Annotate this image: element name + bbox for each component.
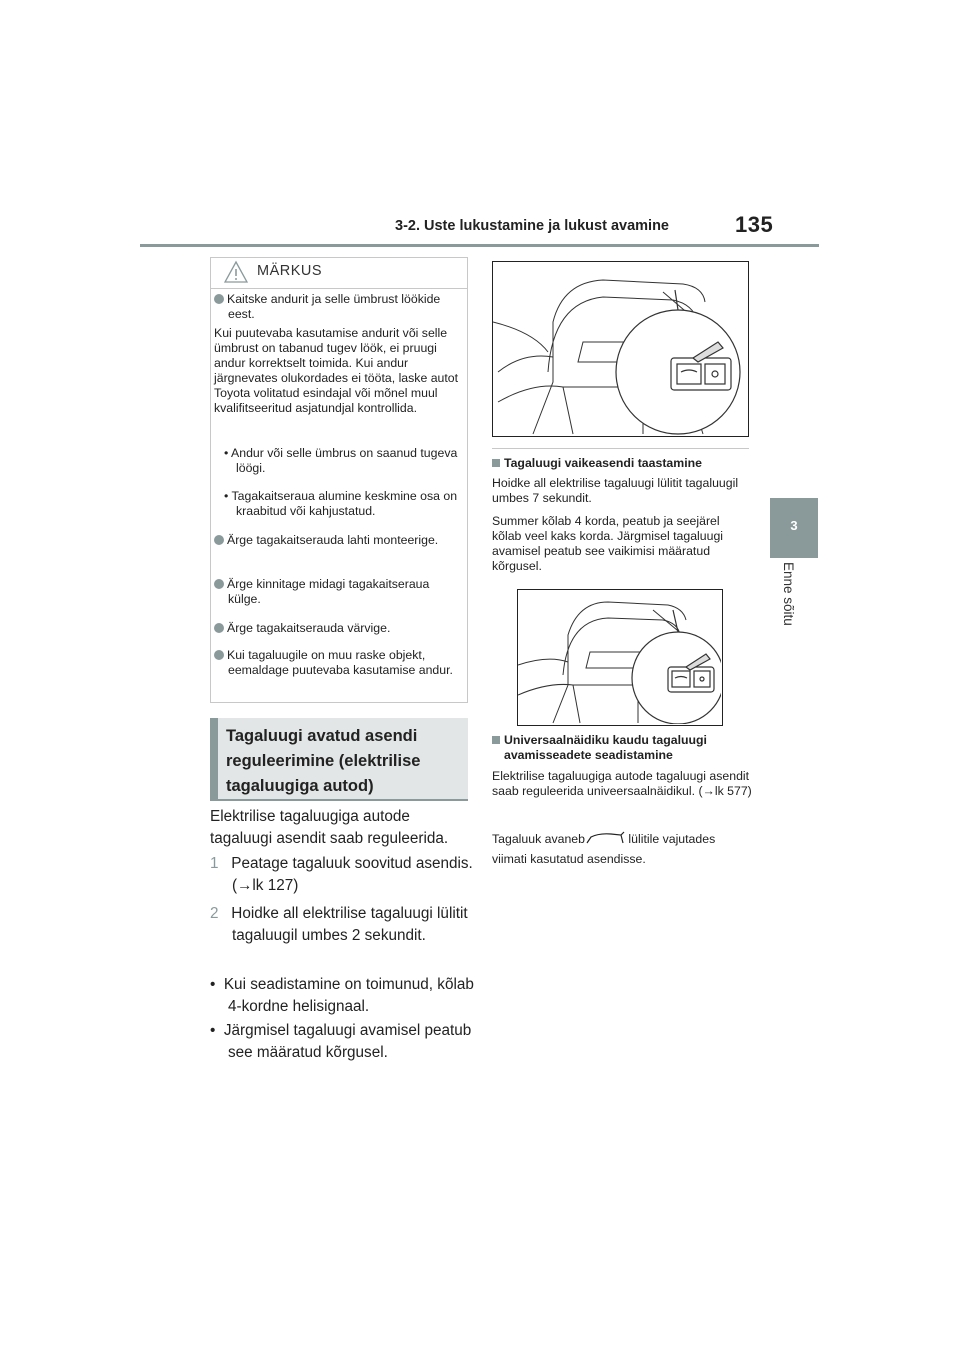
- bullet-dot-icon: [214, 294, 224, 304]
- header-rule: [140, 244, 819, 247]
- universal-heading: Universaalnäidiku kaudu tagaluugi avamisseadete seadistamine: [492, 733, 752, 763]
- bullet-item: • Kui seadistamine on toimunud, kõlab 4-kordne helisignaal.: [210, 976, 474, 1015]
- square-bullet-icon: [492, 736, 500, 744]
- heading-underline: [210, 799, 468, 801]
- notice-item: Ärge kinnitage midagi tagakaitseraua külge.: [214, 577, 462, 607]
- step-item: 2 Hoidke all elektrilise tagaluugi lülitit tagaluugil umbes 2 sekundit.: [210, 905, 468, 944]
- page-number: 135: [735, 212, 774, 237]
- notice-subitem: • Andur või selle ümbrus on saanud tugeva löögi.: [224, 446, 458, 475]
- warning-icon: [224, 260, 248, 284]
- notice-item: Ärge tagakaitserauda lahti monteerige.: [214, 533, 462, 548]
- section-intro: Elektrilise tagaluugiga autode tagaluugi asendit saab reguleerida.: [210, 808, 449, 847]
- reset-paragraph-1: Hoidke all elektrilise tagaluugi lülitit tagaluugil umbes 7 sekundit.: [492, 476, 739, 505]
- bullet-item: • Järgmisel tagaluugi avamisel peatub see määratud kõrgusel.: [210, 1022, 472, 1061]
- square-bullet-icon: [492, 459, 500, 467]
- notice-item: Kaitske andurit ja selle ümbrust löökide eest.: [214, 292, 462, 322]
- notice-title: MÄRKUS: [257, 263, 323, 279]
- bullet-dot-icon: [214, 579, 224, 589]
- reset-paragraph-2: Summer kõlab 4 korda, peatub ja seejärel kõlab veel kaks korda. Järgmisel tagaluugi avamisel peatub see vaikimisi määratud kõrgusel.: [492, 514, 724, 573]
- universal-paragraph-2: Tagaluuk avaneb lülitile vajutades viimati kasutatud asendisse.: [492, 832, 716, 866]
- bullet-dot-icon: [214, 535, 224, 545]
- tailgate-illustration: [493, 262, 747, 435]
- notice-subitem: • Tagakaitseraua alumine keskmine osa on kraabitud või kahjustatud.: [224, 489, 458, 518]
- bullet-dot-icon: [214, 650, 224, 660]
- section-heading: Tagaluugi avatud asendi reguleerimine (elektrilise tagaluugiga autod): [226, 727, 421, 795]
- heading-accent-bar: [210, 718, 218, 800]
- tailgate-car-icon: [585, 831, 625, 845]
- step-item: 1 Peatage tagaluuk soovitud asendis. (→lk 127): [210, 855, 473, 894]
- tailgate-switch-figure-1: [492, 261, 749, 437]
- notice-box: [210, 257, 468, 703]
- right-divider: [492, 448, 749, 449]
- reset-heading: Tagaluugi vaikeasendi taastamine: [492, 456, 752, 471]
- notice-divider: [210, 288, 468, 289]
- chapter-number: 3: [790, 518, 798, 533]
- notice-item: Ärge tagakaitserauda värvige.: [214, 621, 462, 636]
- tailgate-illustration: [518, 590, 721, 724]
- chapter-label: Enne sõitu: [781, 562, 796, 626]
- tailgate-switch-figure-2: [517, 589, 723, 726]
- section-title: 3-2. Uste lukustamine ja lukust avamine: [395, 218, 669, 234]
- universal-paragraph-1: Elektrilise tagaluugiga autode tagaluugi asendit saab reguleerida univeersaalnäidikul. (→lk 577): [492, 769, 752, 798]
- notice-item: Kui puutevaba kasutamise andurit või selle ümbrust on tabanud tugev löök, ei pruugi andur korrektselt toimida. Kui andur järgnevates olukordades ei tööta, laske autot Toyota volitatud esindajal või mõnel muul kvalifitseeritud asjatundjal kontrollida.: [214, 326, 459, 415]
- bullet-dot-icon: [214, 623, 224, 633]
- notice-item: Kui tagaluugile on muu raske objekt, eemaldage puutevaba kasutamise andur.: [214, 648, 462, 678]
